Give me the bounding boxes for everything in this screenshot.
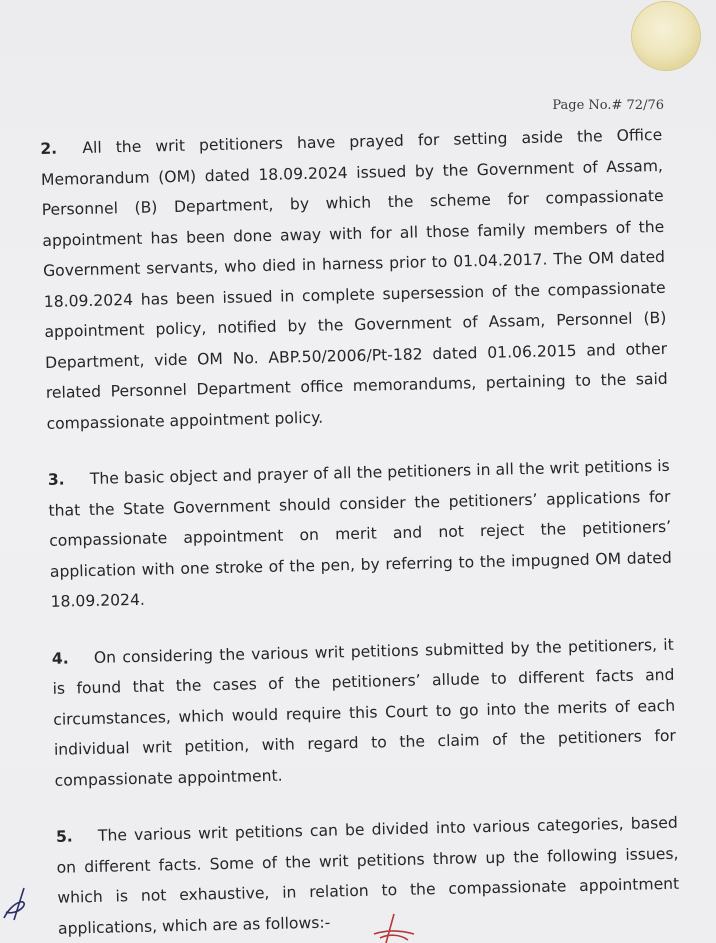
paragraph-text: The basic object and prayer of all the petitioners in all the writ petitions is that the State Government should consider the petitioners’ applications for compassionate appointment on merit and not reject the petitioners’ application with one stroke of the pen, by referring to the impugned OM dated 18.09.2024. [48, 456, 672, 611]
page-number: Page No.# 72/76 [552, 98, 664, 113]
paragraph-4 [52, 629, 677, 796]
signature-mark-bottom [372, 912, 416, 943]
paragraph-number: 5. [55, 827, 73, 846]
signature-mark-left [0, 884, 30, 924]
paragraph-number: 4. [51, 648, 69, 668]
court-seal [632, 2, 700, 70]
paragraph-5 [56, 808, 681, 943]
paragraph-2 [40, 120, 669, 439]
paragraph-number: 3. [47, 470, 65, 489]
document-body [40, 120, 680, 943]
paragraph-text: The various writ petitions can be divided into various categories, based on different facts. Some of the writ petitions throw up the following issues, which is not exhaustive, in relation to the compassionate appointment applications, which are as follows:- [56, 813, 680, 938]
paragraph-text: On considering the various writ petitions submitted by the petitioners, it is found that the cases of the petitioners’ allude to different facts and circumstances, which would require this Court to go into the merits of each individual writ petition, with regard to the claim of the petitioners for compassionate appointment. [52, 635, 677, 790]
paragraph-3 [48, 451, 673, 618]
paragraph-number: 2. [40, 139, 58, 158]
paragraph-text: All the writ petitioners have prayed for setting aside the Office Memorandum (OM) dated 18.09.2024 issued by the Government of Assam, Personnel (B) Department, by which the scheme for compassionate appointment has been done away with for all those family members of the Government servants, who died in harness prior to 01.04.2017. The OM dated 18.09.2024 has been issued in complete supersession of the compassionate appointment policy, notified by the Government of Assam, Personnel (B) Department, vide OM No. ABP.50/2006/Pt-182 dated 01.06.2015 and other related Personnel Department office memorandums, pertaining to the said compassionate appointment policy. [40, 125, 668, 433]
